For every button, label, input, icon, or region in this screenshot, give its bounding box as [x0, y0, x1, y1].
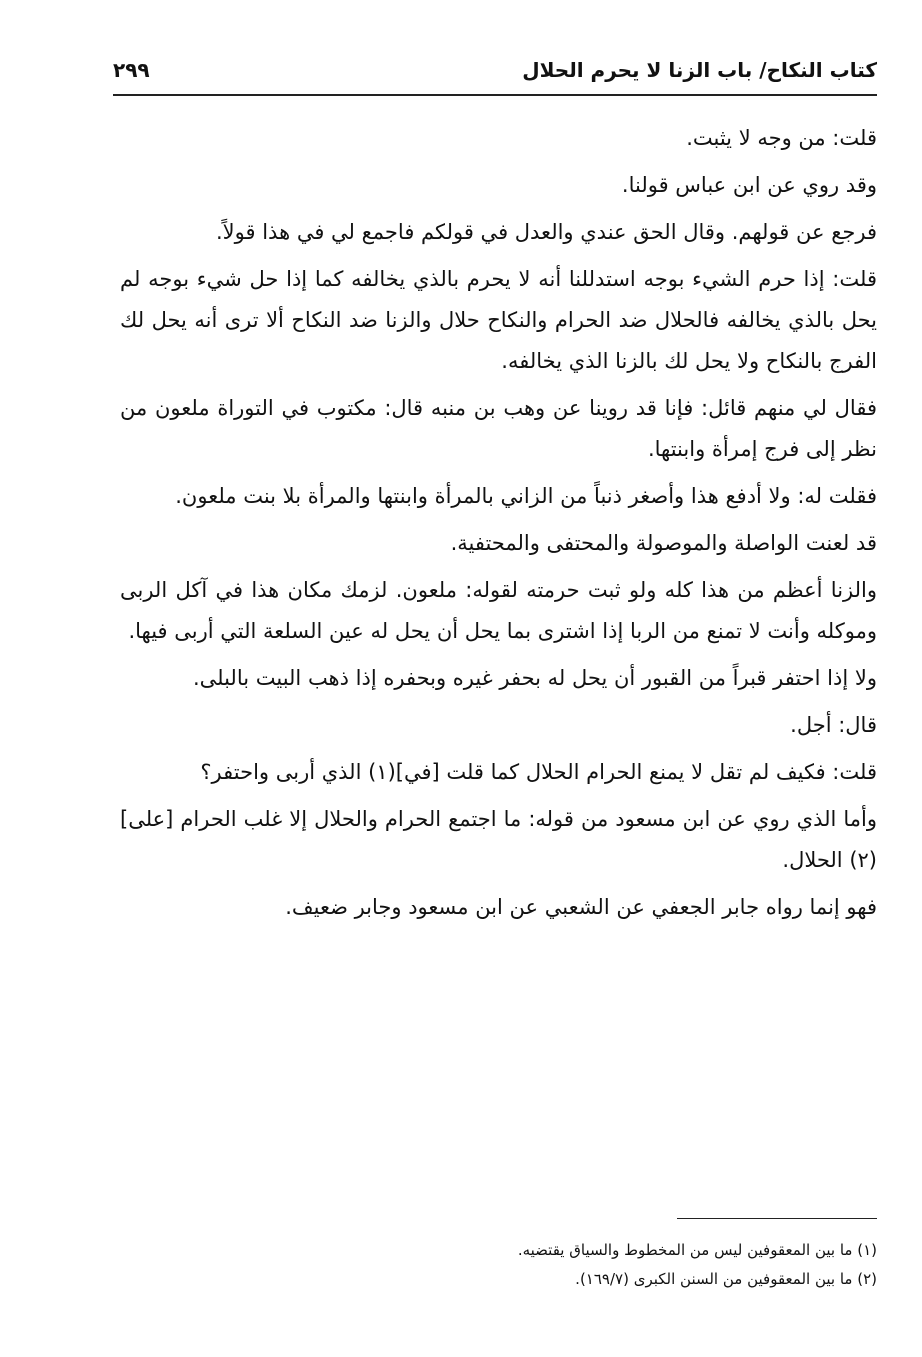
- paragraph: والزنا أعظم من هذا كله ولو ثبت حرمته لقوله: ملعون. لزمك مكان هذا في آكل الربى وموكله وأنت لا تمنع من الربا إذا اشترى بما يحل أن يحل له عين السلعة التي أربى فيها.: [120, 578, 877, 643]
- running-head: كتاب النكاح/ باب الزنا لا يحرم الحلال: [522, 58, 877, 82]
- footnote-list: [120, 1236, 877, 1294]
- paragraph: قلت: إذا حرم الشيء بوجه استدللنا أنه لا يحرم بالذي يخالفه كما إذا حل شيء بوجه لم يحل بالذي يخالفه فالحلال ضد الحرام والنكاح حلال والزنا ضد النكاح ألا ترى أنه يحل لك الفرج بالنكاح ولا يحل لك بالزنا الذي يخالفه.: [120, 267, 877, 373]
- paragraph: قلت: فكيف لم تقل لا يمنع الحرام الحلال كما قلت [في](١) الذي أربى واحتفر؟: [200, 760, 877, 784]
- footnote-divider: [677, 1218, 877, 1219]
- footnote-2: (٢) ما بين المعقوفين من السنن الكبرى (١٦٩/٧).: [575, 1270, 877, 1288]
- paragraph: فقال لي منهم قائل: فإنا قد روينا عن وهب بن منبه قال: مكتوب في التوراة ملعون من نظر إلى فرج إمرأة وابنتها.: [120, 396, 877, 461]
- paragraph: فرجع عن قولهم. وقال الحق عندي والعدل في قولكم فاجمع لي في هذا قولاً.: [216, 220, 877, 244]
- paragraph: وقد روي عن ابن عباس قولنا.: [621, 173, 877, 197]
- paragraph: فقلت له: ولا أدفع هذا وأصغر ذنباً من الزاني بالمرأة وابنتها والمرأة بلا بنت ملعون.: [175, 484, 877, 508]
- main-text: [120, 118, 877, 934]
- page-number: ٢٩٩: [113, 58, 150, 82]
- paragraph: وأما الذي روي عن ابن مسعود من قوله: ما اجتمع الحرام والحلال إلا غلب الحرام [على](٢) الحلال.: [120, 807, 877, 872]
- footnote-1: (١) ما بين المعقوفين ليس من المخطوط والسياق يقتضيه.: [517, 1241, 877, 1259]
- paragraph: فهو إنما رواه جابر الجعفي عن الشعبي عن ابن مسعود وجابر ضعيف.: [285, 895, 877, 919]
- paragraph: قد لعنت الواصلة والموصولة والمحتفى والمحتفية.: [450, 531, 877, 555]
- paragraph: قلت: من وجه لا يثبت.: [686, 126, 877, 150]
- page-header: [113, 50, 877, 96]
- paragraph: ولا إذا احتفر قبراً من القبور أن يحل له بحفر غيره وبحفره إذا ذهب البيت بالبلى.: [192, 666, 877, 690]
- paragraph: قال: أجل.: [790, 713, 877, 737]
